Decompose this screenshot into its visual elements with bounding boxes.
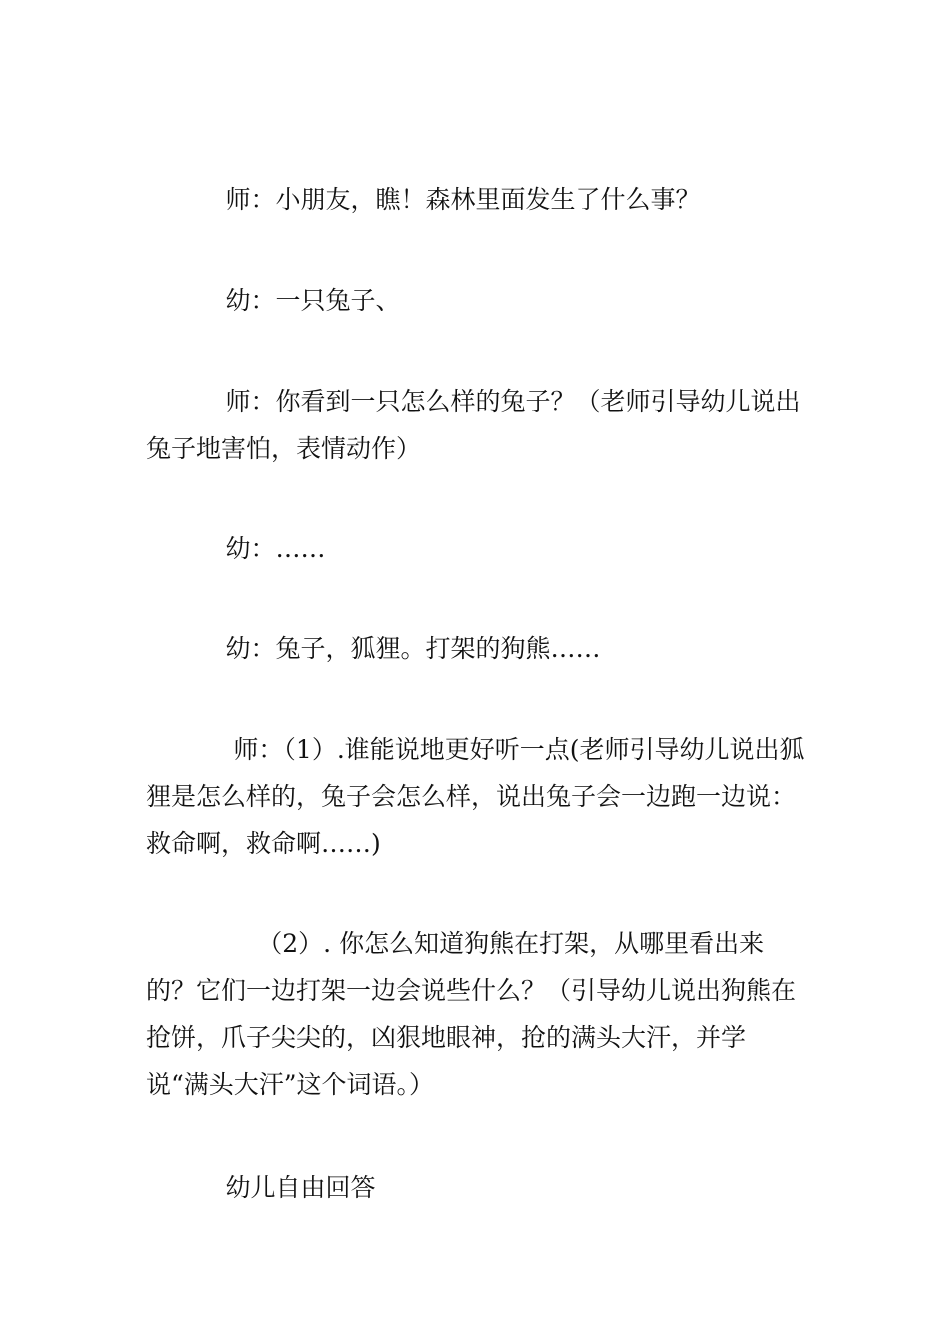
- paragraph-teacher-question-4: （2）. 你怎么知道狗熊在打架，从哪里看出来的？它们一边打架一边会说些什么？（引导幼儿说出狗熊在抢饼，爪子尖尖的，凶狠地眼神，抢的满头大汗，并学说“满头大汗”这个词语。）: [146, 929, 797, 1099]
- paragraph-teacher-question-3: 师：（1）.谁能说地更好听一点(老师引导幼儿说出狐狸是怎么样的，兔子会怎么样，说出兔子会一边跑一边说：救命啊，救命啊……): [146, 735, 805, 858]
- paragraph-child-answer-3: 幼：兔子，狐狸。打架的狗熊……: [146, 634, 601, 663]
- paragraph-children-free-answer: 幼儿自由回答: [146, 1173, 376, 1202]
- paragraph-child-answer-2: 幼：……: [146, 534, 326, 563]
- paragraph-teacher-question-1: 师：小朋友，瞧！森林里面发生了什么事？: [146, 185, 701, 214]
- paragraph-teacher-question-2: 师：你看到一只怎么样的兔子？（老师引导幼儿说出兔子地害怕，表情动作）: [146, 387, 801, 463]
- paragraph-child-answer-1: 幼：一只兔子、: [146, 286, 401, 315]
